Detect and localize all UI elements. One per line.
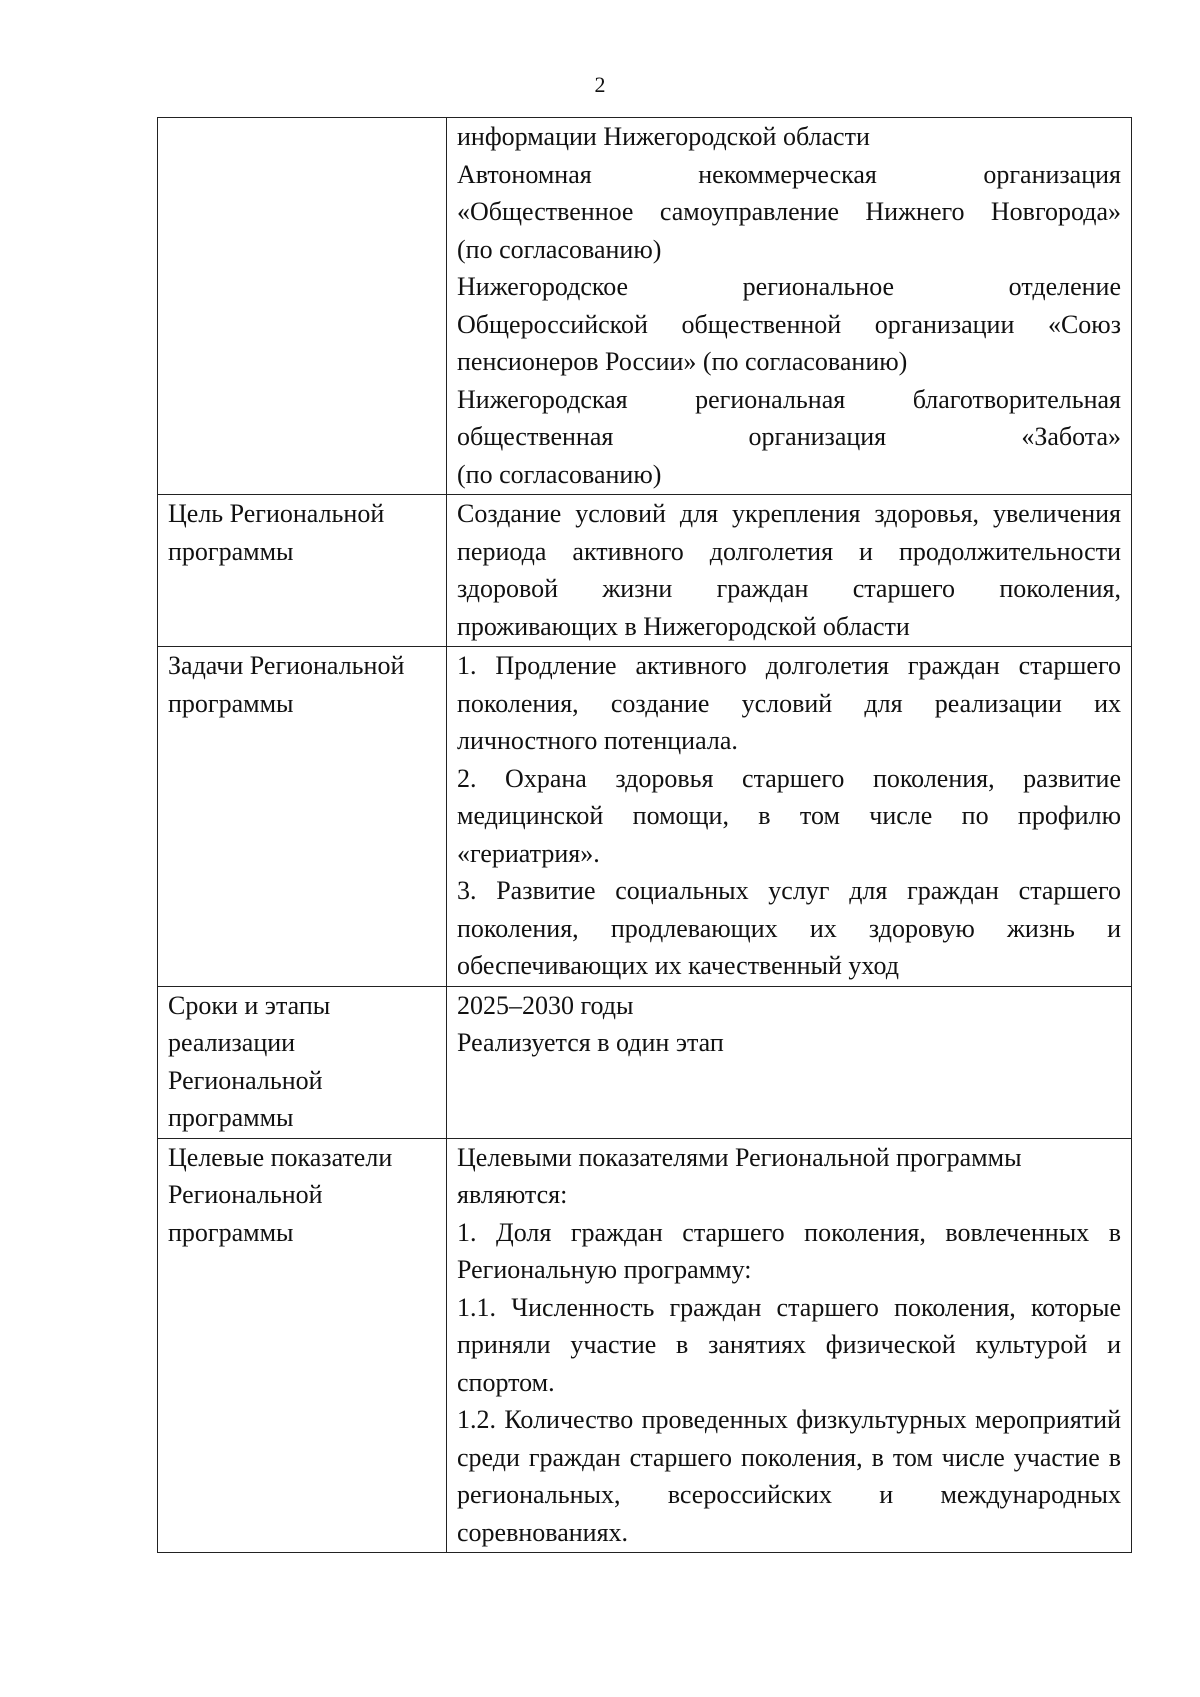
- participant-text: Автономная некоммерческая организация: [457, 159, 1121, 189]
- participant-text: Общероссийской общественной организации «Союз: [457, 309, 1121, 339]
- page-number: 2: [594, 72, 606, 97]
- row-label-timeline: Сроки и этапы реализации Региональной программы: [158, 986, 447, 1138]
- indicator-intro: Целевыми показателями Региональной программы являются:: [457, 1142, 1022, 1209]
- goal-cell: [447, 495, 1132, 647]
- program-passport-table: [157, 117, 1132, 1553]
- goal-text: Создание условий для укрепления здоровья, увеличения периода активного долголетия и продолжительности здоровой жизни граждан старшего поколения, проживающих в Нижегородской области: [457, 499, 1121, 641]
- table-row: [158, 118, 1132, 495]
- task-item: 3. Развитие социальных услуг для граждан старшего поколения, продлевающих их здоровую жизнь и обеспечивающих их качественный уход: [457, 876, 1121, 980]
- timeline-cell: [447, 986, 1132, 1138]
- row-label-goal: Цель Региональной программы: [158, 495, 447, 647]
- participant-text: пенсионеров России» (по согласованию): [457, 347, 908, 376]
- indicator-item: 1. Доля граждан старшего поколения, вовлеченных в Региональную программу:: [457, 1217, 1121, 1284]
- indicator-item: 1.2. Количество проведенных физкультурных мероприятий среди граждан старшего поколения, в том числе участие в региональных, всероссийских и международных соревнованиях.: [457, 1405, 1121, 1547]
- participant-text: Нижегородское региональное отделение: [457, 272, 1121, 301]
- participants-cell: [447, 118, 1132, 495]
- tasks-cell: [447, 647, 1132, 987]
- timeline-years: 2025–2030 годы: [457, 990, 634, 1020]
- row-label-indicators: Целевые показатели Региональной программы: [158, 1138, 447, 1553]
- table-row: [158, 647, 1132, 987]
- row-label-tasks: Задачи Региональной программы: [158, 647, 447, 987]
- indicators-cell: [447, 1138, 1132, 1553]
- table-row: [158, 1138, 1132, 1553]
- indicator-item: 1.1. Численность граждан старшего поколения, которые приняли участие в занятиях физической культурой и спортом.: [457, 1292, 1121, 1397]
- timeline-stages: Реализуется в один этап: [457, 1028, 724, 1057]
- participant-text: информации Нижегородской области: [457, 122, 870, 151]
- task-item: 1. Продление активного долголетия граждан старшего поколения, создание условий для реализации их личностного потенциала.: [457, 651, 1121, 755]
- participant-text: Нижегородская региональная благотворительная: [457, 384, 1121, 414]
- table-row: [158, 986, 1132, 1138]
- task-item: 2. Охрана здоровья старшего поколения, развитие медицинской помощи, в том числе по профилю «гериатрия».: [457, 763, 1121, 868]
- participant-text: (по согласованию): [457, 459, 662, 489]
- participant-text: (по согласованию): [457, 234, 662, 264]
- row-label-empty: [158, 118, 447, 495]
- table-row: [158, 495, 1132, 647]
- participant-text: общественная организация «Забота»: [457, 422, 1121, 451]
- participant-text: «Общественное самоуправление Нижнего Новгорода»: [457, 197, 1121, 226]
